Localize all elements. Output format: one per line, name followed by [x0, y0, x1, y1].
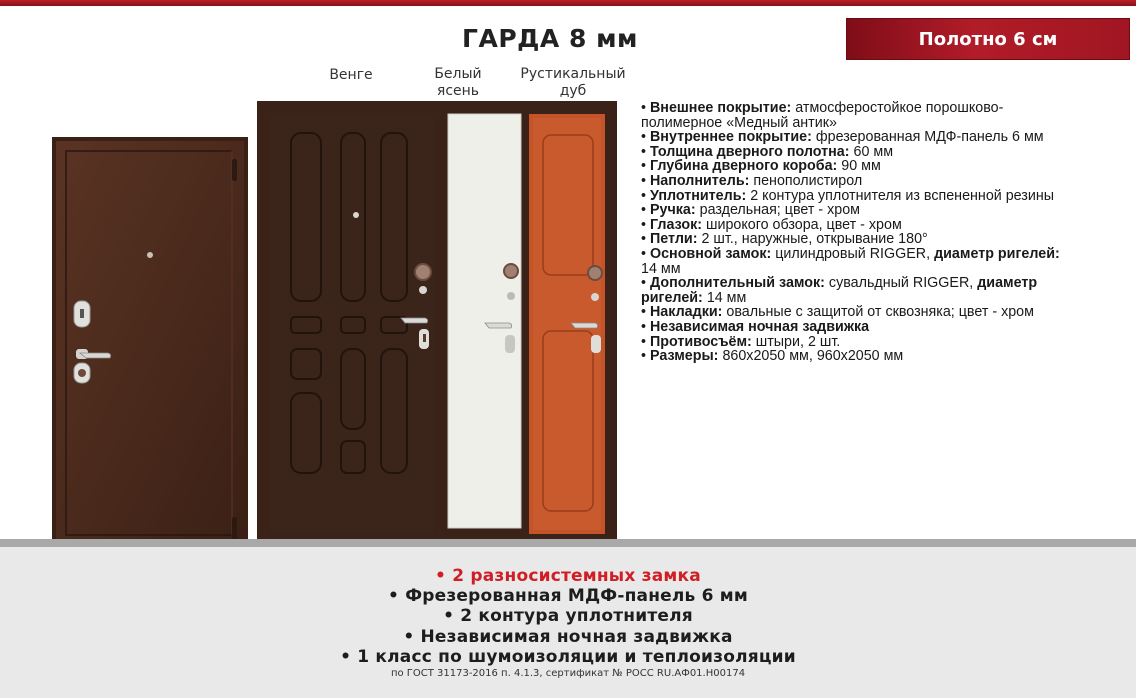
spec-hinges: • Петли: 2 шт., наружные, открывание 180°	[641, 231, 928, 248]
spec-anti-removal: • Противосъём: штыри, 2 шт.	[641, 333, 841, 350]
spec-label: Независимая ночная задвижка	[649, 318, 870, 335]
wenge-panel	[271, 115, 433, 535]
spec-label: Размеры:	[649, 348, 719, 365]
spec-value-bolt-diameter: 14 мм	[641, 260, 681, 277]
spec-label-bolt-diameter: диаметр ригелей:	[641, 275, 1038, 306]
feature-item-mdf-panel: • Фрезерованная МДФ-панель 6 мм	[388, 586, 748, 607]
spec-value: цилиндровый RIGGER,	[775, 245, 931, 262]
spec-value: штыри, 2 шт.	[755, 333, 841, 350]
spec-value: пенополистирол	[753, 172, 863, 189]
spec-dimensions: • Размеры: 860х2050 мм, 960х2050 мм	[641, 348, 904, 365]
spec-label: Основной замок:	[649, 245, 772, 262]
feature-item-seals: • 2 контура уплотнителя	[443, 606, 693, 627]
finish-label-white-ash-line2: ясень	[436, 83, 480, 99]
spec-label: Накладки:	[649, 304, 723, 321]
spec-value: сувальдный RIGGER,	[828, 275, 974, 292]
spec-seal: • Уплотнитель: 2 контура уплотнителя из вспененной резины	[641, 187, 1055, 204]
feature-item-insulation-class: • 1 класс по шумоизоляции и теплоизоляции	[340, 646, 796, 667]
spec-extra-lock: • Дополнительный замок: сувальдный RIGGER, диаметр ригелей: 14 мм	[641, 275, 1038, 306]
white-ash-panel	[448, 114, 521, 528]
door-exterior-photo	[52, 137, 248, 549]
rustic-oak-panel	[529, 114, 605, 534]
spec-value: 2 шт., наружные, открывание 180°	[701, 231, 928, 248]
spec-main-lock: • Основной замок: цилиндровый RIGGER, диаметр ригелей: 14 мм	[641, 245, 1060, 277]
spec-value: широкого обзора, цвет - хром	[705, 216, 902, 233]
spec-label: Петли:	[649, 231, 698, 248]
spec-label: Ручка:	[649, 202, 696, 219]
feature-item-night-latch: • Независимая ночная задвижка	[403, 626, 733, 647]
spec-overlays: • Накладки: овальные с защитой от сквозняка; цвет - хром	[641, 304, 1034, 321]
finish-label-rustic-oak-line2: дуб	[559, 83, 587, 99]
spec-inner-coating: • Внутреннее покрытие: фрезерованная МДФ-панель 6 мм	[641, 129, 1044, 146]
feature-item-locks: • 2 разносистемных замка	[435, 566, 701, 586]
finish-label-rustic-oak	[515, 66, 631, 100]
spec-label: Внешнее покрытие:	[649, 100, 792, 116]
spec-leaf-thickness: • Толщина дверного полотна: 60 мм	[641, 143, 894, 160]
spec-label: Уплотнитель:	[649, 187, 747, 204]
finish-label-wenge	[318, 67, 384, 84]
spec-value: 860х2050 мм, 960х2050 мм	[722, 348, 904, 365]
spec-peephole: • Глазок: широкого обзора, цвет - хром	[641, 216, 902, 233]
spec-value: раздельная; цвет - хром	[699, 202, 860, 219]
spec-value: овальные с защитой от сквозняка; цвет - хром	[726, 304, 1034, 321]
leaf-thickness-badge: Полотно 6 см	[846, 18, 1130, 60]
spec-label: Дополнительный замок:	[649, 275, 825, 292]
finish-label-wenge-line2: Венге	[329, 67, 373, 83]
spec-value: фрезерованная МДФ-панель 6 мм	[815, 129, 1044, 146]
spec-frame-depth: • Глубина дверного короба: 90 мм	[641, 158, 881, 175]
spec-filler: • Наполнитель: пенополистирол	[641, 172, 863, 189]
finish-label-rustic-oak-line1: Рустикальный	[520, 66, 626, 82]
finish-label-white-ash	[422, 66, 494, 100]
specifications-list	[641, 101, 1061, 364]
spec-label-bolt-diameter: диаметр ригелей:	[934, 245, 1060, 262]
spec-label: Глубина дверного короба:	[649, 158, 838, 175]
top-rule	[0, 0, 1136, 6]
spec-night-latch: • Независимая ночная задвижка	[641, 318, 870, 335]
spec-value: 60 мм	[853, 143, 894, 160]
features-list	[0, 566, 1136, 681]
spec-value: 2 контура уплотнителя из вспененной резины	[750, 187, 1055, 204]
spec-handle: • Ручка: раздельная; цвет - хром	[641, 202, 860, 219]
spec-label: Противосъём:	[649, 333, 752, 350]
product-title: ГАРДА 8 мм	[462, 24, 638, 53]
door-interior-finishes-photo	[257, 101, 617, 539]
spec-value: 90 мм	[841, 158, 881, 175]
finish-label-white-ash-line1: Белый	[434, 66, 482, 82]
certificate-note: по ГОСТ 31173-2016 п. 4.1.3, сертификат № РОСС RU.АФ01.Н00174	[390, 668, 746, 680]
spec-label: Наполнитель:	[649, 172, 750, 189]
spec-value: атмосферостойкое порошково-полимерное «Медный антик»	[641, 100, 1004, 131]
spec-label: Внутреннее покрытие:	[649, 129, 812, 146]
spec-label: Толщина дверного полотна:	[649, 143, 850, 160]
spec-label: Глазок:	[649, 216, 702, 233]
spec-value-bolt-diameter: 14 мм	[706, 289, 747, 306]
spec-outer-coating: • Внешнее покрытие: атмосферостойкое порошково-полимерное «Медный антик»	[641, 100, 1004, 131]
